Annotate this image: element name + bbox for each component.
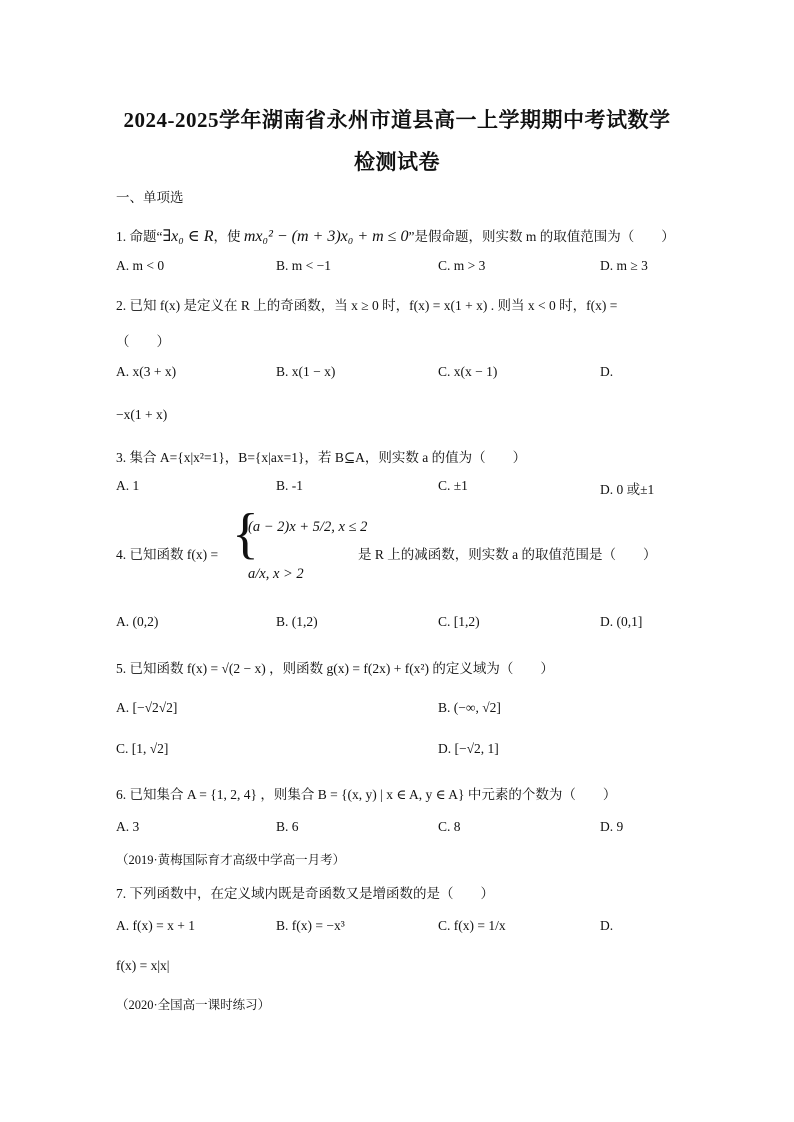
question-6-stem: 6. 已知集合 A = {1, 2, 4} ，则集合 B = {(x, y) | x ∈ A, y ∈ A} 中元素的个数为（ ） — [116, 787, 617, 802]
q3-option-d: D. 0 或±1 — [600, 482, 655, 497]
q3-option-b: B. -1 — [276, 478, 303, 493]
q4-piece-1: (a − 2)x + 5/2, x ≤ 2 — [248, 519, 368, 535]
q7-option-b: B. f(x) = −x³ — [276, 918, 345, 933]
question-1-stem — [116, 225, 675, 246]
q5-option-c: C. [1, √2] — [116, 741, 169, 756]
q1-stem-a: 1. 命题“ — [116, 229, 163, 244]
question-2-stem-cont: （ ） — [116, 334, 170, 349]
page-title: 2024-2025学年湖南省永州市道县高一上学期期中考试数学 — [123, 108, 671, 132]
q1-stem-b: ，使 — [213, 229, 241, 244]
q1-math-exists: ∃x₀ ∈ R — [162, 228, 214, 245]
q5-option-b: B. (−∞, √2] — [438, 700, 501, 715]
q3-option-c: C. ±1 — [438, 478, 468, 493]
q4-piecewise-brace: { — [232, 503, 259, 565]
source-note-1: （2019·黄梅国际育才高级中学高一月考） — [116, 853, 346, 867]
q6-option-a: A. 3 — [116, 819, 140, 834]
q1-option-c: C. m > 3 — [438, 258, 486, 273]
q7-option-d-value: f(x) = x|x| — [116, 958, 170, 973]
q4-option-d: D. (0,1] — [600, 614, 643, 629]
q6-option-d: D. 9 — [600, 819, 624, 834]
q1-math-inequality: mx₀² − (m + 3)x₀ + m ≤ 0 — [243, 228, 409, 245]
question-4-stem-b: 是 R 上的减函数，则实数 a 的取值范围是（ ） — [358, 547, 657, 562]
page-subtitle: 检测试卷 — [354, 150, 440, 174]
q2-option-d: D. — [600, 364, 614, 379]
source-note-2: （2020·全国高一课时练习） — [116, 998, 271, 1012]
question-5-stem: 5. 已知函数 f(x) = √(2 − x) ，则函数 g(x) = f(2x) + f(x²) 的定义域为（ ） — [116, 661, 554, 676]
q7-option-a: A. f(x) = x + 1 — [116, 918, 195, 933]
q1-option-d: D. m ≥ 3 — [600, 258, 648, 273]
q1-option-b: B. m < −1 — [276, 258, 331, 273]
question-3-stem: 3. 集合 A={x|x²=1}，B={x|ax=1}，若 B⊆A，则实数 a 的值为（ ） — [116, 450, 527, 465]
q4-piece-2: a/x, x > 2 — [248, 566, 304, 582]
q4-option-b: B. (1,2) — [276, 614, 318, 629]
q4-option-a: A. (0,2) — [116, 614, 159, 629]
q2-option-a: A. x(3 + x) — [116, 364, 177, 379]
q4-option-c: C. [1,2) — [438, 614, 480, 629]
q2-option-d-value: −x(1 + x) — [116, 407, 168, 422]
q6-option-c: C. 8 — [438, 819, 461, 834]
q7-option-d: D. — [600, 918, 614, 933]
q3-option-a: A. 1 — [116, 478, 140, 493]
q5-option-d: D. [−√2, 1] — [438, 741, 499, 756]
q1-stem-c: ”是假命题，则实数 m 的取值范围为（ ） — [408, 229, 675, 244]
question-4-stem-a: 4. 已知函数 f(x) = — [116, 547, 219, 562]
question-7-stem: 7. 下列函数中，在定义域内既是奇函数又是增函数的是（ ） — [116, 886, 494, 901]
q6-option-b: B. 6 — [276, 819, 299, 834]
section-heading: 一、单项选 — [116, 190, 184, 205]
q5-option-a: A. [−√2√2] — [116, 700, 178, 715]
q7-option-c: C. f(x) = 1/x — [438, 918, 506, 933]
question-2-stem: 2. 已知 f(x) 是定义在 R 上的奇函数，当 x ≥ 0 时，f(x) = x(1 + x) . 则当 x < 0 时，f(x) = — [116, 298, 618, 313]
q2-option-c: C. x(x − 1) — [438, 364, 498, 379]
q2-option-b: B. x(1 − x) — [276, 364, 336, 379]
q1-option-a: A. m < 0 — [116, 258, 165, 273]
